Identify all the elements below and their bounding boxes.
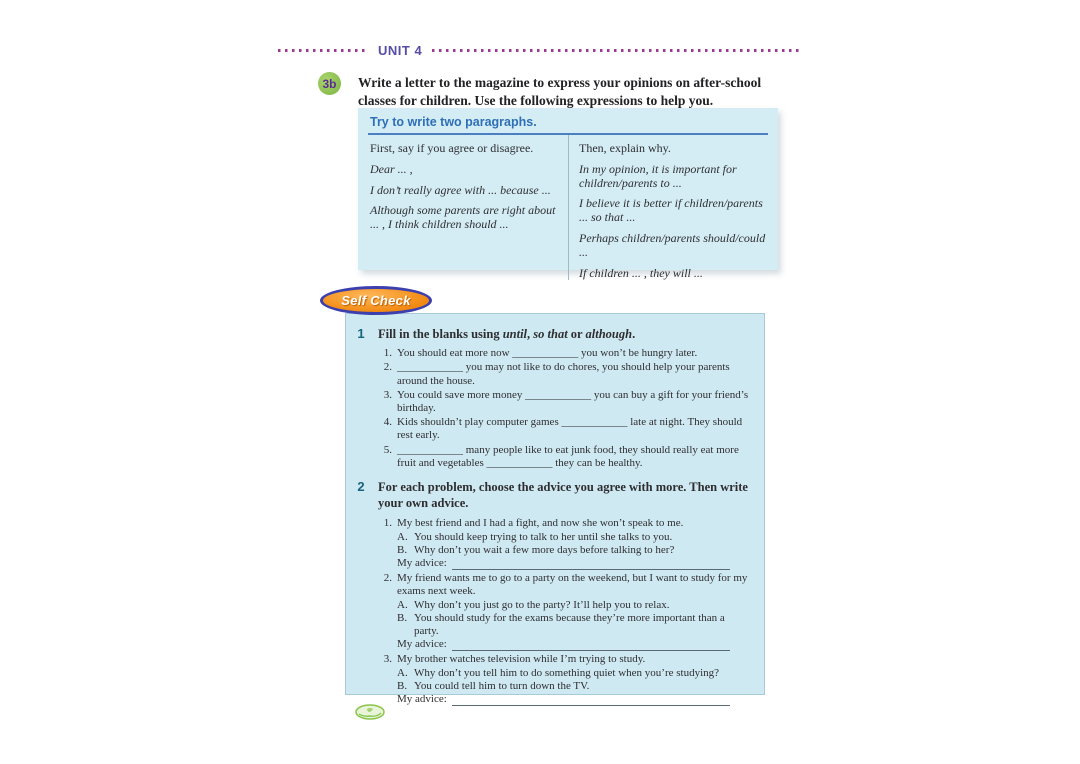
my-advice-row [397,693,752,706]
option-b-text: Why don’t you wait a few more days before talking to her? [414,543,675,556]
exercise-1-number: 1 [357,326,365,341]
tip-phrase: I don’t really agree with ... because ... [370,182,551,197]
exercise-1-items [378,347,752,470]
tip-phrase: Although some parents are right about ... , I think children should ... [370,203,556,232]
heading-segment-italic: until [502,327,528,341]
item-number: 4. [383,416,392,429]
fill-blank-item [378,347,752,360]
my-advice-label: My advice: [397,557,447,569]
option-a-text: Why don’t you tell him to do something quiet when you’re studying? [414,666,720,679]
option-a-text: You should keep trying to talk to her until she talks to you. [414,530,673,543]
tip-column-right [568,135,768,280]
problem-situation-row [378,517,752,530]
unit-label: UNIT 4 [378,42,423,58]
my-advice-row [397,638,752,651]
tip-left-heading: First, say if you agree or disagree. [370,141,534,155]
heading-segment: or [567,327,586,341]
fill-blank-item [378,389,752,415]
fill-blank-item [378,444,752,470]
dotted-rule-right [432,49,802,52]
exercise-2 [354,479,752,706]
option-b-label: B. [397,543,408,556]
option-b-text: You should study for the exams because they’re more important than a party. [414,611,725,637]
my-advice-blank-line [452,694,730,706]
item-number: 1. [383,347,392,360]
option-b-row [397,680,752,693]
tip-column-left [368,135,568,280]
exercise-2-problems [378,517,752,706]
my-advice-label: My advice: [397,692,447,705]
exercise-1-heading [354,326,752,342]
heading-segment: Fill in the blanks using [378,327,503,341]
problem-item [378,653,752,706]
problem-situation: My brother watches television while I’m trying to study. [397,653,646,666]
problem-situation-row [378,572,752,598]
tip-phrase: If children ... , they will ... [579,265,703,280]
option-b-row [397,612,752,638]
item-text: Kids shouldn’t play computer games ____________ late at night. They should rest early. [397,416,743,442]
problem-number: 3. [383,653,392,666]
tip-box-title: Try to write two paragraphs. [368,115,768,135]
item-number: 3. [383,388,392,401]
heading-segment: . [632,327,636,341]
item-number: 2. [383,361,392,374]
option-b-text: You could tell him to turn down the TV. [414,679,590,692]
my-advice-blank-line [452,558,730,570]
unit-header-rule [278,44,802,56]
task-3b-badge: 3b [318,72,341,95]
problem-number: 2. [383,572,392,585]
tip-right-heading: Then, explain why. [579,141,671,155]
my-advice-blank-line [452,639,730,651]
heading-segment-italic: although [585,327,633,341]
my-advice-row [397,557,752,570]
item-text: ____________ many people like to eat junk food, they should really eat more fruit and vegetables ____________ they can be healthy. [397,443,739,469]
dotted-rule-left [278,49,366,52]
self-check-box [345,313,765,705]
problem-situation-row [378,653,752,666]
option-a-row [397,531,752,544]
tip-box-columns [368,135,768,280]
option-b-label: B. [397,611,408,624]
option-a-row [397,667,752,680]
self-check-badge-label: Self Check [341,293,411,308]
problem-item [378,517,752,570]
option-a-text: Why don’t you just go to the party? It’ll help you to relax. [414,598,670,611]
exercise-1-title [378,326,750,342]
tip-phrase: Perhaps children/parents should/could ... [579,230,766,259]
item-text: You could save more money ____________ you can buy a gift for your friend’s birthday. [397,388,749,414]
my-advice-label: My advice: [397,638,447,651]
self-check-badge [320,286,432,315]
fill-blank-item [378,361,752,387]
problem-item [378,572,752,651]
exercise-2-heading [354,479,752,512]
problem-situation: My friend wants me to go to a party on the weekend, but I want to study for my exams next week. [397,572,748,598]
heading-segment-italic: so that [533,327,568,341]
option-b-label: B. [397,679,408,692]
exercise-2-title: For each problem, choose the advice you agree with more. Then write your own advice. [378,479,748,511]
tip-phrase: Dear ... , [370,161,413,176]
option-a-row [397,599,752,612]
option-b-row [397,544,752,557]
tip-phrase: In my opinion, it is important for children/parents to ... [579,161,737,190]
exercise-2-number: 2 [357,478,365,494]
option-a-label: A. [397,598,408,611]
fill-blank-item [378,416,752,442]
item-text: You should eat more now ____________ you won’t be hungry later. [397,347,698,360]
item-number: 5. [383,443,392,456]
item-text: ____________ you may not like to do chores, you should help your parents around the house. [397,361,730,387]
task-3b-instruction: Write a letter to the magazine to express your opinions on after-school classes for children. Use the following expressions to help you. [358,75,762,108]
option-a-label: A. [397,530,408,543]
problem-situation: My best friend and I had a fight, and now she won’t speak to me. [397,517,684,530]
heading-segment: , [527,327,534,341]
expressions-tip-box [358,108,778,280]
option-a-label: A. [397,666,408,679]
problem-number: 1. [383,517,392,530]
tip-phrase: I believe it is better if children/parents ... so that ... [579,196,763,225]
